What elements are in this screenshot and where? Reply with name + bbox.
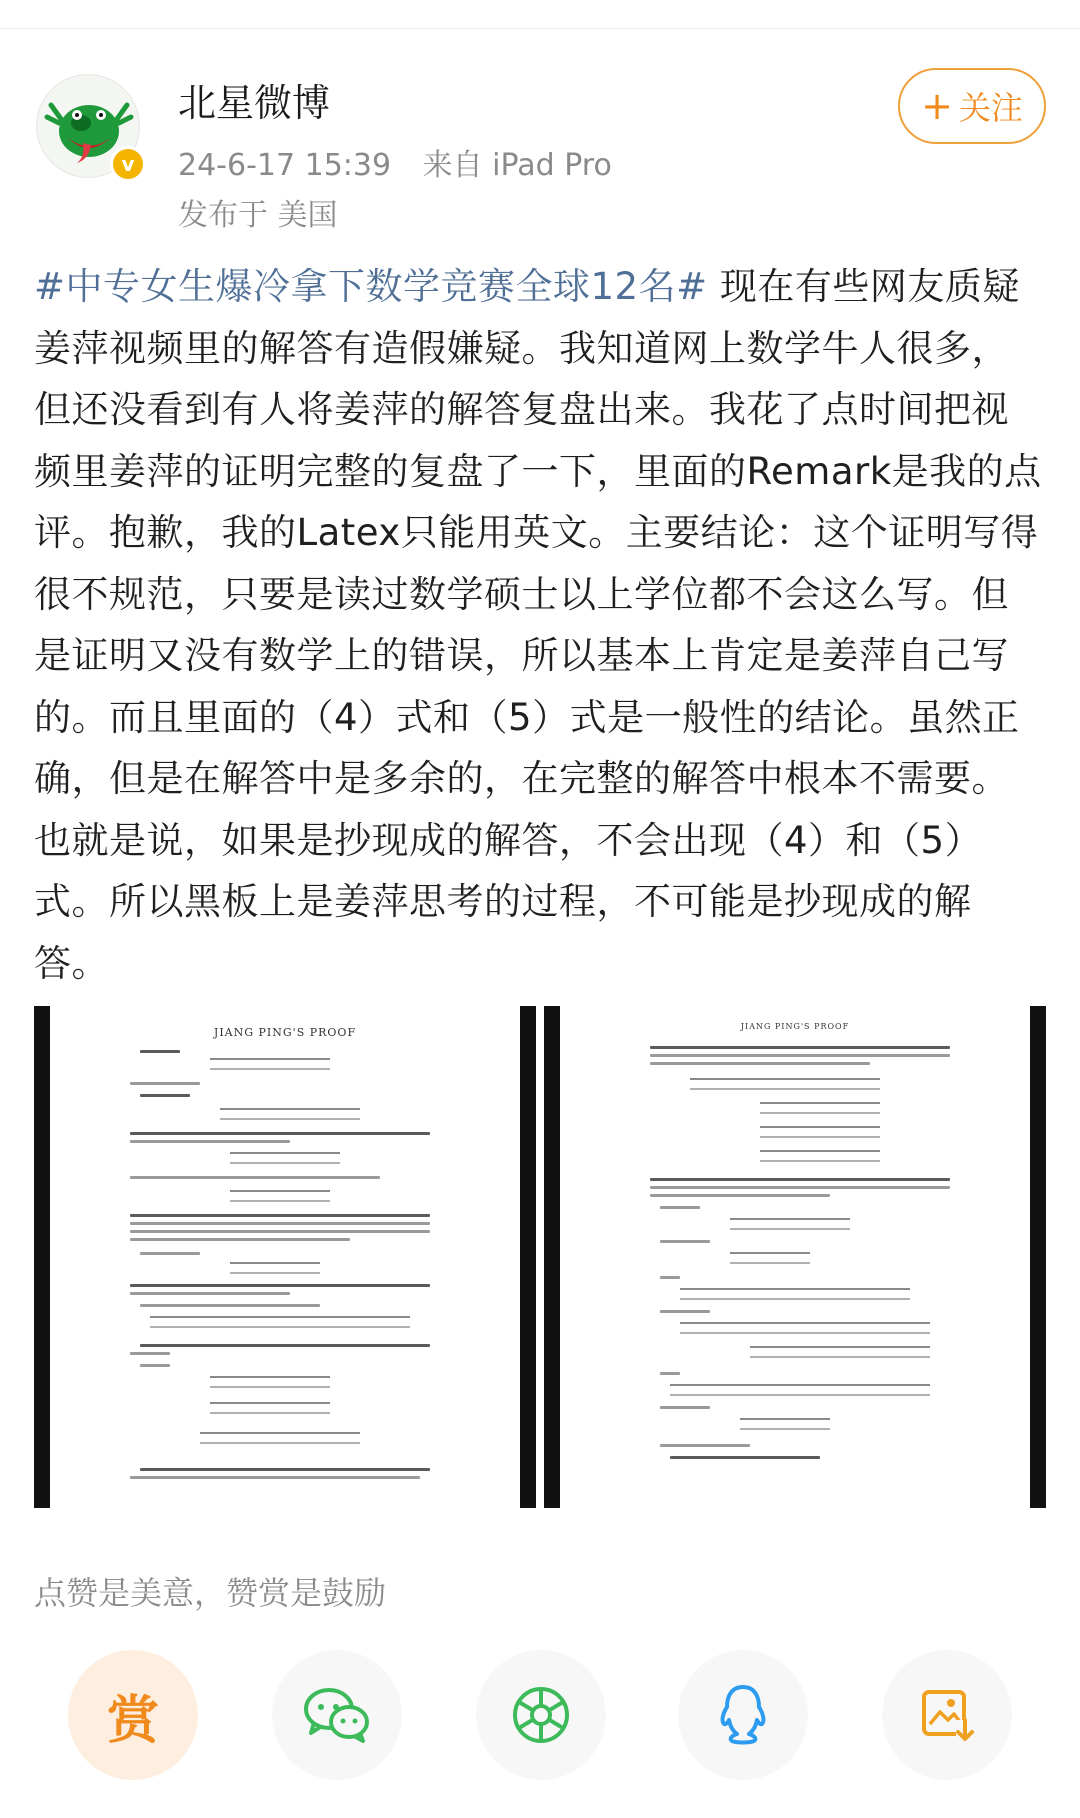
post-timestamp: 24-6-17 15:39	[178, 148, 392, 183]
plus-icon: +	[921, 84, 953, 128]
image-border-right	[1030, 1006, 1046, 1508]
reward-button[interactable]	[68, 1650, 198, 1780]
image-border-left	[34, 1006, 50, 1508]
proof-image-page-2[interactable]	[544, 1006, 1046, 1508]
verified-badge-icon: v	[110, 146, 146, 182]
wechat-icon	[302, 1685, 372, 1745]
avatar-container[interactable]	[36, 74, 140, 178]
post-images	[34, 1006, 1046, 1508]
image-border-left	[544, 1006, 560, 1508]
share-qq-button[interactable]	[678, 1650, 808, 1780]
save-image-icon	[918, 1686, 976, 1744]
moments-icon	[510, 1684, 572, 1746]
reward-prompt: 点赞是美意，赞赏是鼓励	[34, 1574, 387, 1612]
post-source: 来自 iPad Pro	[422, 148, 612, 183]
qq-icon	[715, 1683, 771, 1747]
share-moments-button[interactable]	[476, 1650, 606, 1780]
follow-button[interactable]	[898, 68, 1046, 144]
post-meta	[178, 140, 612, 184]
proof-title-1: JIANG PING'S PROOF	[213, 1026, 357, 1039]
proof-image-page-1[interactable]	[34, 1006, 536, 1508]
reward-icon: 赏	[106, 1690, 159, 1751]
proof-title-2: JIANG PING'S PROOF	[740, 1022, 850, 1031]
image-border-right	[520, 1006, 536, 1508]
share-wechat-button[interactable]	[272, 1650, 402, 1780]
top-divider	[0, 28, 1080, 29]
post-location: 发布于 美国	[178, 198, 338, 233]
save-image-button[interactable]	[882, 1650, 1012, 1780]
post-text	[34, 256, 1046, 994]
share-row	[0, 1650, 1080, 1780]
follow-label: 关注	[958, 89, 1023, 127]
post-body: 现在有些网友质疑姜萍视频里的解答有造假嫌疑。我知道网上数学牛人很多，但还没看到有人将姜萍的解答复盘出来。我花了点时间把视频里姜萍的证明完整的复盘了一下，里面的Remark是我的点评。抱歉，我的Latex只能用英文。主要结论：这个证明写得很不规范，只要是读过数学硕士以上学位都不会这么写。但是证明又没有数学上的错误，所以基本上肯定是姜萍自己写的。而且里面的（4）式和（5）式是一般性的结论。虽然正确，但是在解答中是多余的，在完整的解答中根本不需要。也就是说，如果是抄现成的解答，不会出现（4）和（5）式。所以黑板上是姜萍思考的过程，不可能是抄现成的解答。	[34, 265, 1042, 985]
hashtag-link[interactable]: #中专女生爆冷拿下数学竞赛全球12名#	[34, 265, 708, 308]
proof-document-1	[50, 1006, 520, 1508]
username[interactable]: 北星微博	[178, 81, 331, 125]
proof-document-2	[560, 1006, 1030, 1508]
post-header	[0, 60, 1080, 233]
